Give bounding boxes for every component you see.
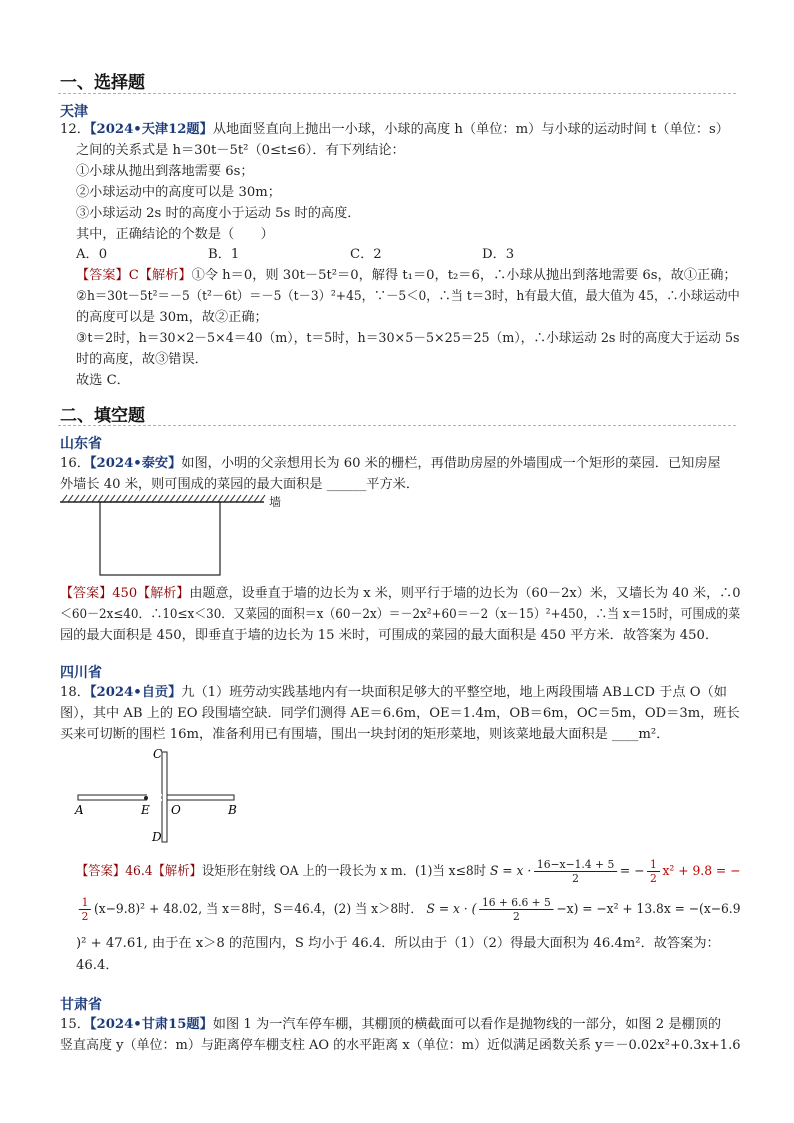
- label-b: B: [228, 803, 237, 817]
- q12-solution-5: 时的高度，故③错误．: [76, 352, 208, 367]
- q12-option-d: D．3: [482, 247, 515, 262]
- hatch-mark: [218, 495, 223, 502]
- hatch-mark: [176, 495, 181, 502]
- label-d: D: [152, 830, 162, 844]
- wall-cd: [162, 752, 167, 842]
- q12-option-b: B．1: [208, 247, 240, 262]
- q12-answer-tag: 【答案】C【解析】: [76, 268, 192, 283]
- wall-hatching: [62, 495, 265, 502]
- q12-question: 其中，正确结论的个数是（ ）: [76, 227, 274, 242]
- q18-answer-tag: 【答案】46.4【解析】: [76, 864, 202, 879]
- hatch-mark: [182, 495, 187, 502]
- q18-solution-1: [76, 858, 740, 885]
- q12-option-c: C．2: [350, 247, 382, 262]
- q12-source-tag: 【2024•天津12题】: [89, 122, 213, 137]
- q18-fraction-3: $\frac{1}{2}$: [79, 896, 91, 923]
- q18-source-tag: 【2024•自贡】: [89, 685, 182, 700]
- label-c: C: [153, 747, 163, 761]
- hatch-mark: [224, 495, 229, 502]
- q12-solution-6: 故选 C．: [76, 373, 130, 388]
- q16-stem-1: 如图，小明的父亲想用长为 60 米的栅栏，再借助房屋的外墙围成一个矩形的菜园．已知房屋: [181, 456, 721, 471]
- section-heading-fill: 二、填空题: [60, 406, 145, 426]
- hatch-mark: [110, 495, 115, 502]
- q12-line2: 之间的关系式是 h＝30t－5t²（0≤t≤6）．有下列结论：: [76, 143, 405, 158]
- q12-solution-3: 的高度可以是 30m，故②正确；: [76, 310, 268, 325]
- q15-number: 15．: [60, 1017, 90, 1032]
- q16-answer-tag: 【答案】450【解析】: [60, 586, 190, 601]
- q12-solution-2: ②h＝30t－5t²＝－5（t²－6t）＝－5（t－3）²+45，∵－5＜0，∴当 t＝3时，h有最大值，最大值为 45，∴小球运动中: [76, 289, 740, 304]
- section-divider: [58, 93, 736, 94]
- q16-line1: [60, 454, 721, 474]
- label-e: E: [141, 803, 150, 817]
- hatch-mark: [170, 495, 175, 502]
- hatch-mark: [74, 495, 79, 502]
- hatch-mark: [152, 495, 157, 502]
- hatch-mark: [254, 495, 259, 502]
- q18-formula-s2-tail: −x) = −x² + 13.8x = −(x−6.9: [556, 902, 741, 917]
- hatch-mark: [122, 495, 127, 502]
- cross-wall-figure: [70, 742, 250, 848]
- q16-solution-1: [60, 584, 741, 604]
- garden-wall-figure: [56, 490, 296, 578]
- point-e-marker: [144, 796, 148, 800]
- section-heading-choice: 一、选择题: [60, 73, 145, 93]
- q12-number: 12．: [60, 122, 90, 137]
- q18-line3: 买来可切断的围栏 16m，准备利用已有围墙，围出一块封闭的矩形菜地，则该菜地最大面积是 ____m²．: [60, 727, 670, 742]
- q18-stem-1: 九（1）班劳动实践基地内有一块面积足够大的平整空地，地上两段围墙 AB⊥CD 于点 O（如: [181, 685, 727, 700]
- hatch-mark: [260, 495, 265, 502]
- q18-solution-2: [76, 896, 740, 923]
- label-a: A: [75, 803, 84, 817]
- hatch-mark: [86, 495, 91, 502]
- hatch-mark: [116, 495, 121, 502]
- q16-solution-2: ＜60－2x≤40．∴10≤x＜30．又菜园的面积＝x（60－2x）＝－2x²+60＝－2（x－15）²+450，∴当 x＝15时，可围成的菜: [60, 607, 741, 622]
- q12-condition-1: ①小球从抛出到落地需要 6s；: [76, 164, 254, 179]
- label-o: O: [171, 803, 181, 817]
- q15-line1: [60, 1015, 721, 1035]
- hatch-mark: [236, 495, 241, 502]
- q16-solution-text-1: 由题意，设垂直于墙的边长为 x 米，则平行于墙的边长为（60－2x）米，又墙长为 40 米，∴0: [189, 586, 741, 601]
- hatch-mark: [158, 495, 163, 502]
- hatch-mark: [134, 495, 139, 502]
- hatch-mark: [98, 495, 103, 502]
- q18-solution-4: 46.4．: [76, 958, 119, 973]
- hatch-mark: [194, 495, 199, 502]
- q18-line1: [60, 683, 727, 703]
- section-divider: [58, 425, 736, 426]
- region-heading-gansu: 甘肃省: [60, 997, 102, 1013]
- q16-line2: 外墙长 40 米，则可围成的菜园的最大面积是 ______平方米．: [60, 477, 420, 492]
- hatch-mark: [80, 495, 85, 502]
- q12-solution-text-1: ①令 h＝0，则 30t－5t²＝0，解得 t₁＝0，t₂＝6，∴小球从抛出到落地需要 6s，故①正确；: [191, 268, 737, 283]
- q18-formula-s1-prefix: S = x ·: [489, 864, 532, 879]
- hatch-mark: [140, 495, 145, 502]
- hatch-mark: [200, 495, 205, 502]
- region-heading-sichuan: 四川省: [60, 665, 102, 681]
- q18-solution-text-2: (x−9.8)² + 48.02, 当 x＝8时，S＝46.4，(2) 当 x＞8时．: [93, 902, 423, 917]
- q12-condition-3: ③小球运动 2s 时的高度小于运动 5s 时的高度．: [76, 206, 361, 221]
- q18-fraction-2: $\frac{1}{2}$: [647, 858, 659, 885]
- q18-line2: 图），其中 AB 上的 EO 段围墙空缺．同学们测得 AE＝6.6m，OE＝1.4m，OB＝6m，OC＝5m，OD＝3m，班长: [60, 706, 740, 721]
- region-heading-shandong: 山东省: [60, 436, 102, 452]
- q18-formula-s1-tail: x² + 9.8 = −: [662, 864, 741, 879]
- q12-solution-4: ③t＝2时，h＝30×2－5×4＝40（m），t＝5时，h＝30×5－5×25＝25（m），∴小球运动 2s 时的高度大于运动 5s: [76, 331, 740, 346]
- q12-stem-1: 从地面竖直向上抛出一小球，小球的高度 h（单位：m）与小球的运动时间 t（单位：s）: [212, 122, 729, 137]
- q15-stem-1: 如图 1 为一汽车停车棚，其棚顶的横截面可以看作是抛物线的一部分，如图 2 是棚顶的: [212, 1017, 722, 1032]
- q15-source-tag: 【2024•甘肃15题】: [89, 1017, 213, 1032]
- q18-formula-s2-prefix: S = x · (: [426, 902, 477, 917]
- q12-condition-2: ②小球运动中的高度可以是 30m；: [76, 185, 281, 200]
- hatch-mark: [92, 495, 97, 502]
- q18-fraction-4: $\frac{16 + 6.6 + 5}{2}$: [479, 896, 553, 923]
- q12-solution-1: [76, 266, 737, 286]
- q16-source-tag: 【2024•泰安】: [89, 456, 182, 471]
- q18-number: 18．: [60, 685, 90, 700]
- q16-solution-3: 园的最大面积是 450，即垂直于墙的边长为 15 米时，可围成的菜园的最大面积是 450 平方米．故答案为 450．: [60, 628, 719, 643]
- garden-rectangle: [100, 502, 220, 575]
- hatch-mark: [242, 495, 247, 502]
- q12-option-a: A．0: [76, 247, 108, 262]
- q18-fraction-1: $\frac{16-x-1.4 + 5}{2}$: [534, 858, 617, 885]
- q12-line1: [60, 120, 729, 140]
- hatch-mark: [206, 495, 211, 502]
- q15-line2: 竖直高度 y（单位：m）与距离停车棚支柱 AO 的水平距离 x（单位：m）近似满足函数关系 y＝－0.02x²+0.3x+1.6: [60, 1038, 741, 1053]
- hatch-mark: [188, 495, 193, 502]
- hatch-mark: [146, 495, 151, 502]
- hatch-mark: [62, 495, 67, 502]
- q18-solution-3: )² + 47.61, 由于在 x＞8 的范围内，S 均小于 46.4．所以由于（1）（2）得最大面积为 46.4m²．故答案为：: [76, 936, 720, 951]
- hatch-mark: [248, 495, 253, 502]
- q16-number: 16．: [60, 456, 90, 471]
- hatch-mark: [104, 495, 109, 502]
- wall-label: 墙: [269, 495, 282, 509]
- hatch-mark: [230, 495, 235, 502]
- hatch-mark: [212, 495, 217, 502]
- q18-formula-s1-eq: = −: [619, 864, 645, 879]
- hatch-mark: [128, 495, 133, 502]
- hatch-mark: [164, 495, 169, 502]
- hatch-mark: [68, 495, 73, 502]
- q18-solution-text-1: 设矩形在射线 OA 上的一段长为 x m．(1)当 x≤8时: [201, 864, 487, 879]
- region-heading-tianjin: 天津: [60, 104, 88, 120]
